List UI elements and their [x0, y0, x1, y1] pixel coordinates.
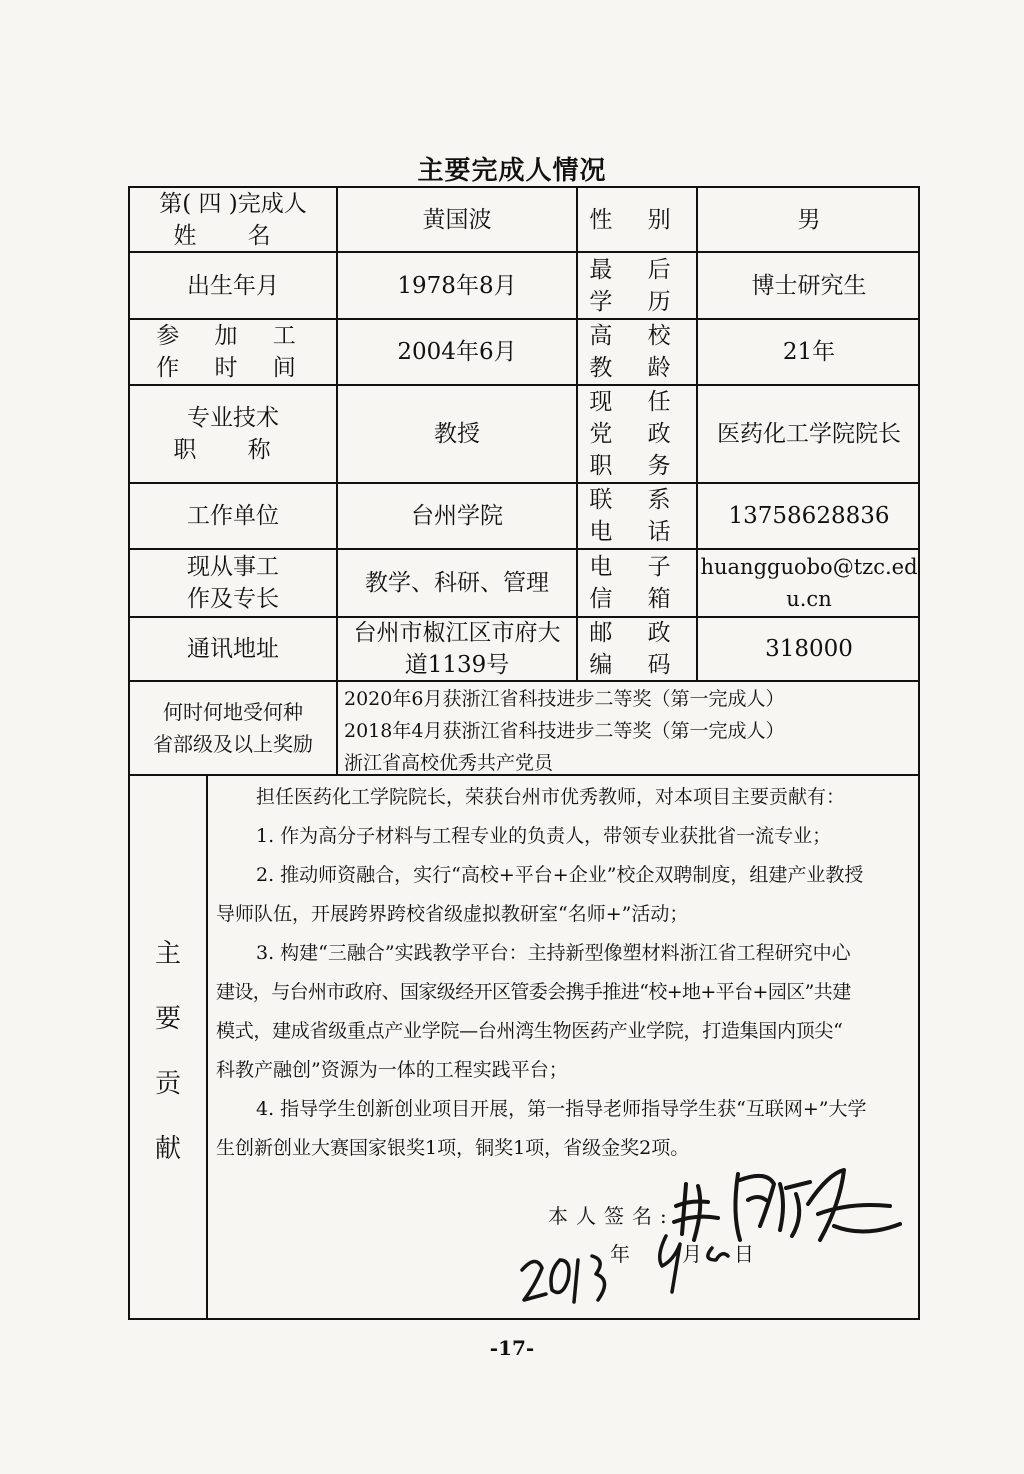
address-value [338, 618, 576, 680]
education-label-line-2: 学 历 [589, 288, 685, 315]
field-label [130, 550, 336, 616]
prof-title-label [130, 386, 336, 482]
contribution-line: 担任医药化工学院院长，荣获台州市优秀教师，对本项目主要贡献有： [256, 786, 846, 808]
contribution-label-char: 献 [154, 1134, 181, 1164]
post-label [578, 386, 696, 482]
contribution-line: 2. 推动师资融合，实行“高校+平台+企业”校企双聘制度，组建产业教授 [256, 864, 864, 886]
contribution-line: 1. 作为高分子材料与工程专业的负责人，带领专业获批省一流专业； [256, 825, 832, 847]
field-label-line-1: 现从事工 [187, 554, 279, 580]
name-label [130, 188, 336, 251]
prof-title-value: 教授 [434, 421, 480, 447]
teaching-age-label [578, 320, 696, 384]
awards-list [344, 683, 914, 779]
contribution-label-char: 贡 [154, 1069, 181, 1099]
post-label-line-3: 职 务 [589, 453, 685, 479]
field-label-line-2: 作及专长 [187, 586, 279, 612]
gender-label: 性 别 [589, 206, 685, 233]
work-start-label-line-1: 参 加 工 [156, 323, 310, 349]
page-number: -17- [489, 1336, 535, 1360]
signature-label: 本人签名: [548, 1204, 675, 1228]
post-label-line-1: 现 任 [589, 389, 685, 415]
phone-label [578, 484, 696, 548]
work-start-label-line-2: 作 时 间 [156, 355, 310, 381]
work-start-label [130, 320, 336, 384]
contribution-label-char: 主 [154, 939, 181, 969]
post-label-line-2: 党 政 [589, 421, 685, 447]
name-label-line-2: 姓 名 [173, 222, 293, 249]
date-year-label: 年 [610, 1242, 630, 1266]
contribution-label [130, 776, 206, 1322]
contribution-line: 生创新创业大赛国家银奖1项，铜奖1项，省级金奖2项。 [216, 1137, 690, 1159]
education-value: 博士研究生 [751, 272, 867, 299]
email-value-line-1: huangguobo@tzc.ed [700, 555, 918, 579]
award-item: 2020年6月获浙江省科技进步二等奖（第一完成人） [344, 688, 785, 710]
unit-label: 工作单位 [187, 503, 279, 529]
contribution-line: 导师队伍，开展跨界跨校省级虚拟教研室“名师+”活动； [216, 903, 689, 925]
education-label [578, 253, 696, 318]
phone-label-line-1: 联 系 [589, 487, 685, 513]
address-value-line-1: 台州市椒江区市府大 [353, 620, 561, 646]
contribution-line: 科教产融创”资源为一体的工程实践平台； [216, 1059, 568, 1081]
postcode-label-line-1: 邮 政 [589, 620, 685, 646]
name-label-line-1: 第( 四 )完成人 [159, 190, 307, 217]
birth-value: 1978年8月 [397, 272, 517, 299]
email-label-line-1: 电 子 [589, 554, 685, 580]
teaching-age-label-line-2: 教 龄 [589, 355, 685, 381]
address-label: 通讯地址 [187, 636, 279, 662]
page-title: 主要完成人情况 [417, 156, 607, 186]
awards-label-line-2: 省部级及以上奖励 [153, 732, 313, 756]
education-label-line-1: 最 后 [589, 256, 685, 283]
phone-label-line-2: 电 话 [589, 519, 685, 545]
contribution-label-char: 要 [154, 1004, 181, 1034]
award-item: 2018年4月获浙江省科技进步二等奖（第一完成人） [344, 720, 785, 742]
prof-title-label-line-2: 职 称 [173, 437, 293, 463]
date-day-label: 日 [734, 1242, 754, 1266]
postcode-value: 318000 [765, 636, 853, 662]
name-value: 黄国波 [422, 206, 492, 233]
teaching-age-value: 21年 [782, 339, 836, 365]
email-label [578, 550, 696, 616]
postcode-label [578, 618, 696, 680]
teaching-age-label-line-1: 高 校 [589, 323, 685, 349]
email-label-line-2: 信 箱 [589, 586, 685, 612]
email-value-line-2: u.cn [786, 587, 832, 611]
unit-value: 台州学院 [411, 503, 503, 529]
field-value: 教学、科研、管理 [365, 570, 549, 596]
date-month-label: 月 [682, 1242, 702, 1266]
contribution-line: 4. 指导学生创新创业项目开展，第一指导老师指导学生获“互联网+”大学 [256, 1098, 867, 1120]
contribution-line: 模式，建成省级重点产业学院—台州湾生物医药产业学院，打造集国内顶尖“ [216, 1020, 843, 1042]
gender-value: 男 [797, 206, 821, 233]
info-form [128, 186, 920, 1320]
address-value-line-2: 道1139号 [404, 652, 510, 678]
prof-title-label-line-1: 专业技术 [187, 405, 279, 431]
contribution-text [216, 778, 912, 1168]
awards-label-line-1: 何时何地受何种 [163, 700, 303, 724]
postcode-label-line-2: 编 码 [589, 652, 685, 678]
awards-label [130, 682, 336, 774]
email-value [698, 550, 920, 616]
contribution-line: 建设，与台州市政府、国家级经开区管委会携手推进“校+地+平台+园区”共建 [216, 981, 851, 1003]
work-start-value: 2004年6月 [397, 339, 517, 365]
birth-label: 出生年月 [187, 272, 279, 299]
post-value: 医药化工学院院长 [717, 421, 901, 447]
phone-value: 13758628836 [728, 503, 890, 529]
contribution-line: 3. 构建“三融合”实践教学平台：主持新型像塑材料浙江省工程研究中心 [256, 942, 851, 964]
award-item: 浙江省高校优秀共产党员 [344, 752, 554, 774]
